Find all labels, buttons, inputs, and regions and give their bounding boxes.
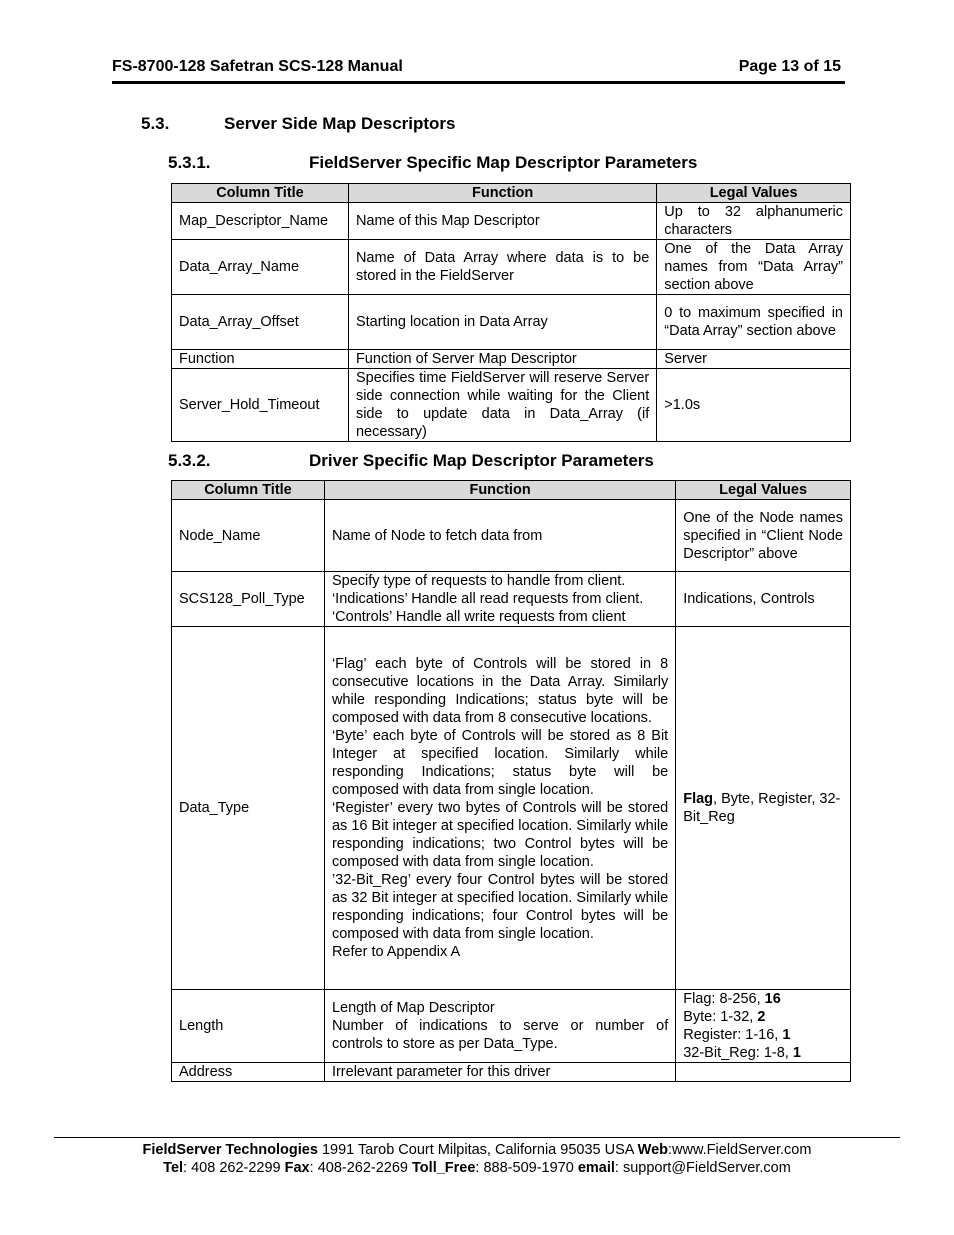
table-row	[172, 990, 851, 1063]
column-header: Legal Values	[676, 481, 851, 500]
table-row	[172, 572, 851, 627]
function-line: Number of indications to serve or number of controls to store as per Data_Type.	[331, 1018, 669, 1052]
legal-item-range: Register: 1-16,	[683, 1027, 783, 1043]
footer-tollfree: : 888-509-1970	[475, 1160, 578, 1176]
function-cell: Specifies time FieldServer will reserve Server side connection while waiting for the Client side to update data in Data_Array (if necessary)	[348, 369, 656, 442]
footer-email-label: email	[577, 1160, 615, 1176]
subsection-number: 5.3.2.	[168, 451, 211, 470]
column-title-cell: Address	[172, 1063, 325, 1082]
column-title-cell: Node_Name	[172, 500, 325, 572]
column-title-cell: Data_Array_Name	[172, 240, 349, 295]
table-row	[172, 369, 851, 442]
legal-item	[683, 990, 843, 1008]
footer-line-2	[54, 1160, 900, 1176]
legal-values-cell: 0 to maximum specified in “Data Array” section above	[657, 295, 851, 350]
column-header: Column Title	[172, 481, 325, 500]
page-number: Page 13 of 15	[738, 58, 841, 75]
fieldserver-parameters-table	[171, 183, 851, 442]
footer-fax-label: Fax	[284, 1160, 310, 1176]
footer-address: 1991 Tarob Court Milpitas, California 95035 USA	[317, 1142, 638, 1158]
column-title-cell: Map_Descriptor_Name	[172, 203, 349, 240]
table-row	[172, 295, 851, 350]
column-header: Column Title	[172, 184, 349, 203]
footer-web-label: Web	[637, 1142, 669, 1158]
subsection-heading-2	[168, 451, 654, 471]
column-title-cell: Length	[172, 990, 325, 1063]
function-line: Specify type of requests to handle from client.	[331, 573, 626, 589]
legal-item	[683, 1026, 843, 1044]
footer-email: : support@FieldServer.com	[614, 1160, 791, 1176]
function-line: ‘Controls’ Handle all write requests from client	[331, 609, 626, 625]
legal-rest: , Byte, Register, 32-Bit_Reg	[683, 791, 841, 825]
legal-values-cell	[676, 627, 851, 990]
legal-default: Flag	[683, 791, 714, 807]
function-line: ‘Indications’ Handle all read requests from client.	[331, 591, 644, 607]
function-cell: Starting location in Data Array	[348, 295, 656, 350]
driver-parameters-table	[171, 480, 851, 1082]
legal-values-cell: Up to 32 alphanumeric characters	[657, 203, 851, 240]
function-cell	[324, 627, 675, 990]
table-row	[172, 350, 851, 369]
column-title-cell: Data_Type	[172, 627, 325, 990]
footer-fax: : 408-262-2269	[309, 1160, 413, 1176]
function-cell: Function of Server Map Descriptor	[348, 350, 656, 369]
legal-values-cell	[676, 990, 851, 1063]
document-title: FS-8700-128 Safetran SCS-128 Manual	[112, 58, 403, 75]
function-line: Length of Map Descriptor	[331, 1000, 495, 1016]
subsection-heading-1	[168, 153, 697, 173]
function-paragraph: Refer to Appendix A	[331, 944, 461, 960]
function-cell	[324, 572, 675, 627]
legal-values-cell: Indications, Controls	[676, 572, 851, 627]
section-title: Server Side Map Descriptors	[224, 114, 456, 133]
legal-values-cell: One of the Data Array names from “Data Array” section above	[657, 240, 851, 295]
footer-divider	[54, 1137, 900, 1138]
column-header: Function	[324, 481, 675, 500]
footer-tollfree-label: Toll_Free	[412, 1160, 476, 1176]
legal-item	[683, 1044, 843, 1062]
legal-item	[683, 1008, 843, 1026]
table-row	[172, 1063, 851, 1082]
subsection-title: FieldServer Specific Map Descriptor Parameters	[309, 153, 698, 172]
legal-item-range: Byte: 1-32,	[683, 1009, 758, 1025]
legal-values-cell	[676, 1063, 851, 1082]
footer-tel-label: Tel	[163, 1160, 184, 1176]
column-title-cell: Data_Array_Offset	[172, 295, 349, 350]
legal-item-range: Flag: 8-256,	[683, 991, 765, 1007]
function-paragraph: ‘Register’ every two bytes of Controls will be stored as 16 Bit integer at specified location. Similarly while responding indications; two Control bytes will be composed with data from single location.	[331, 800, 669, 870]
footer-web: :www.FieldServer.com	[668, 1142, 812, 1158]
table-row	[172, 240, 851, 295]
function-paragraph: ‘Byte’ each byte of Controls will be stored as 8 Bit Integer at specified location. Similarly while responding Indications; status byte will be composed with data from single location.	[331, 728, 669, 798]
legal-values-cell: One of the Node names specified in “Client Node Descriptor” above	[676, 500, 851, 572]
table-header-row	[172, 184, 851, 203]
legal-item-default: 16	[764, 991, 781, 1007]
table-header-row	[172, 481, 851, 500]
footer-tel: : 408 262-2299	[183, 1160, 285, 1176]
column-title-cell: Function	[172, 350, 349, 369]
column-title-cell: SCS128_Poll_Type	[172, 572, 325, 627]
subsection-title: Driver Specific Map Descriptor Parameters	[309, 451, 654, 470]
legal-values-cell: Server	[657, 350, 851, 369]
column-header: Function	[348, 184, 656, 203]
footer-line-1	[54, 1142, 900, 1158]
section-number: 5.3.	[141, 114, 170, 133]
table-row	[172, 203, 851, 240]
legal-values-cell: >1.0s	[657, 369, 851, 442]
function-paragraph: ‘Flag’ each byte of Controls will be stored in 8 consecutive locations in the Data Array. Similarly while responding Indications; status byte will be composed with data from 8 consecutive locations.	[331, 656, 669, 726]
legal-item-default: 1	[792, 1045, 801, 1061]
function-cell	[324, 990, 675, 1063]
footer-company: FieldServer Technologies	[142, 1142, 318, 1158]
function-cell: Name of Data Array where data is to be stored in the FieldServer	[348, 240, 656, 295]
function-cell: Irrelevant parameter for this driver	[324, 1063, 675, 1082]
function-cell: Name of this Map Descriptor	[348, 203, 656, 240]
legal-item-range: 32-Bit_Reg: 1-8,	[683, 1045, 793, 1061]
function-paragraph: ’32-Bit_Reg’ every four Control bytes will be stored as 32 Bit integer at specified location. Similarly while responding indications; four Control bytes will be composed with data from single location.	[331, 872, 669, 942]
page-header	[112, 57, 845, 84]
table-row	[172, 500, 851, 572]
column-title-cell: Server_Hold_Timeout	[172, 369, 349, 442]
function-cell: Name of Node to fetch data from	[324, 500, 675, 572]
legal-item-default: 2	[757, 1009, 766, 1025]
legal-item-default: 1	[782, 1027, 791, 1043]
subsection-number: 5.3.1.	[168, 153, 211, 172]
table-row	[172, 627, 851, 990]
section-heading	[141, 114, 455, 134]
column-header: Legal Values	[657, 184, 851, 203]
